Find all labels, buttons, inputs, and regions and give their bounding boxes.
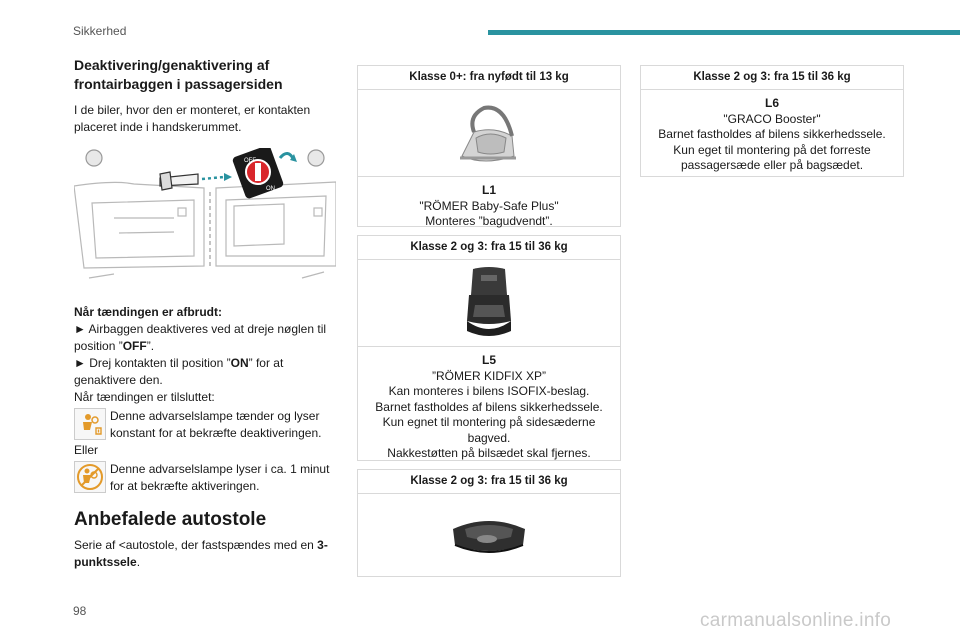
ignition-off-title: Når tændingen er afbrudt: bbox=[74, 305, 223, 319]
seat-card-l5-line4: Nakkestøtten på bilsædet skal fjernes. bbox=[387, 446, 591, 460]
seat-card-l6-class: Klasse 2 og 3: fra 15 til 36 kg bbox=[641, 66, 903, 90]
seat-card-l5-line2: Barnet fastholdes af bilens sikkerhedssele. bbox=[375, 399, 603, 414]
step-reactivate: ► Drej kontakten til position ”ON” for at genaktivere den. bbox=[74, 356, 284, 387]
seat-card-l5-code: L5 bbox=[481, 353, 496, 367]
seat-card-l5-line3: Kun egnet til montering på sidesæderne bagved. bbox=[382, 415, 596, 445]
seat-card-l1-class: Klasse 0+: fra nyfødt til 13 kg bbox=[358, 66, 620, 90]
seat-card-booster-image bbox=[358, 494, 620, 574]
seat-card-l5-desc bbox=[358, 347, 620, 468]
step-deactivate: ► Airbaggen deaktiveres ved at dreje nøglen til position ”OFF”. bbox=[74, 322, 327, 353]
seat-card-l1-name: "RÖMER Baby-Safe Plus" bbox=[419, 198, 559, 213]
airbag-heading: Deaktivering/genaktivering af frontairbaggen i passagersiden bbox=[74, 57, 283, 92]
recommended-seats-heading: Anbefalede autostole bbox=[74, 509, 267, 530]
seat-card-l1-desc bbox=[358, 177, 620, 236]
switch-label-off: OFF bbox=[244, 158, 256, 164]
seat-card-l6-name: "GRACO Booster" bbox=[723, 111, 821, 126]
lamp-activated-text: Denne advarselslampe lyser i ca. 1 minut for at bekræfte aktiveringen. bbox=[110, 462, 330, 493]
series-intro: Serie af <autostole, der fastspændes med en 3-punktssele. bbox=[74, 538, 328, 569]
seat-card-l5 bbox=[357, 235, 621, 461]
airbag-on-warning-icon bbox=[74, 461, 106, 493]
glovebox-switch-illustration bbox=[74, 148, 336, 288]
seat-card-l6-line1: Barnet fastholdes af bilens sikkerhedssele. bbox=[658, 127, 886, 141]
page-number: 98 bbox=[73, 604, 87, 618]
seat-card-booster-class: Klasse 2 og 3: fra 15 til 36 kg bbox=[358, 470, 620, 494]
seat-card-booster bbox=[357, 469, 621, 577]
lamp-deactivated-row bbox=[74, 408, 336, 442]
or-text: Eller bbox=[74, 443, 99, 457]
lamp-activated-row bbox=[74, 461, 336, 495]
seat-card-l6-desc bbox=[641, 90, 903, 180]
lamp-deactivated-text: Denne advarselslampe tænder og lyser konstant for at bekræfte deaktiveringen. bbox=[110, 409, 322, 440]
seat-card-l1 bbox=[357, 65, 621, 227]
seat-card-l1-line1: Monteres ”bagudvendt”. bbox=[425, 214, 553, 228]
header-accent-bar bbox=[488, 30, 960, 35]
airbag-off-warning-icon bbox=[74, 408, 106, 440]
section-title: Sikkerhed bbox=[73, 24, 127, 38]
seat-card-l6-code: L6 bbox=[764, 96, 779, 110]
airbag-intro: I de biler, hvor den er monteret, er kontakten placeret inde i handskerummet. bbox=[74, 103, 311, 134]
baby-carrier-illustration bbox=[454, 96, 524, 170]
seat-card-l5-image bbox=[358, 260, 620, 347]
seat-card-l1-code: L1 bbox=[481, 183, 496, 197]
seat-card-l1-image bbox=[358, 90, 620, 177]
ignition-on-title: Når tændingen er tilsluttet: bbox=[74, 390, 215, 404]
seat-card-l6 bbox=[640, 65, 904, 177]
seat-card-l5-class: Klasse 2 og 3: fra 15 til 36 kg bbox=[358, 236, 620, 260]
seat-card-l5-name: ”RÖMER KIDFIX XP” bbox=[431, 368, 546, 383]
column-airbag bbox=[74, 56, 336, 571]
booster-cushion-illustration bbox=[447, 509, 531, 559]
seat-card-l6-line2: Kun eget til montering på det forreste passagersæde eller på bagsædet. bbox=[673, 142, 871, 172]
seat-card-l5-line1: Kan monteres i bilens ISOFIX-beslag. bbox=[388, 384, 590, 398]
switch-label-on: ON bbox=[266, 186, 275, 192]
watermark: carmanualsonline.info bbox=[700, 610, 892, 631]
booster-seat-backrest-illustration bbox=[459, 265, 519, 341]
